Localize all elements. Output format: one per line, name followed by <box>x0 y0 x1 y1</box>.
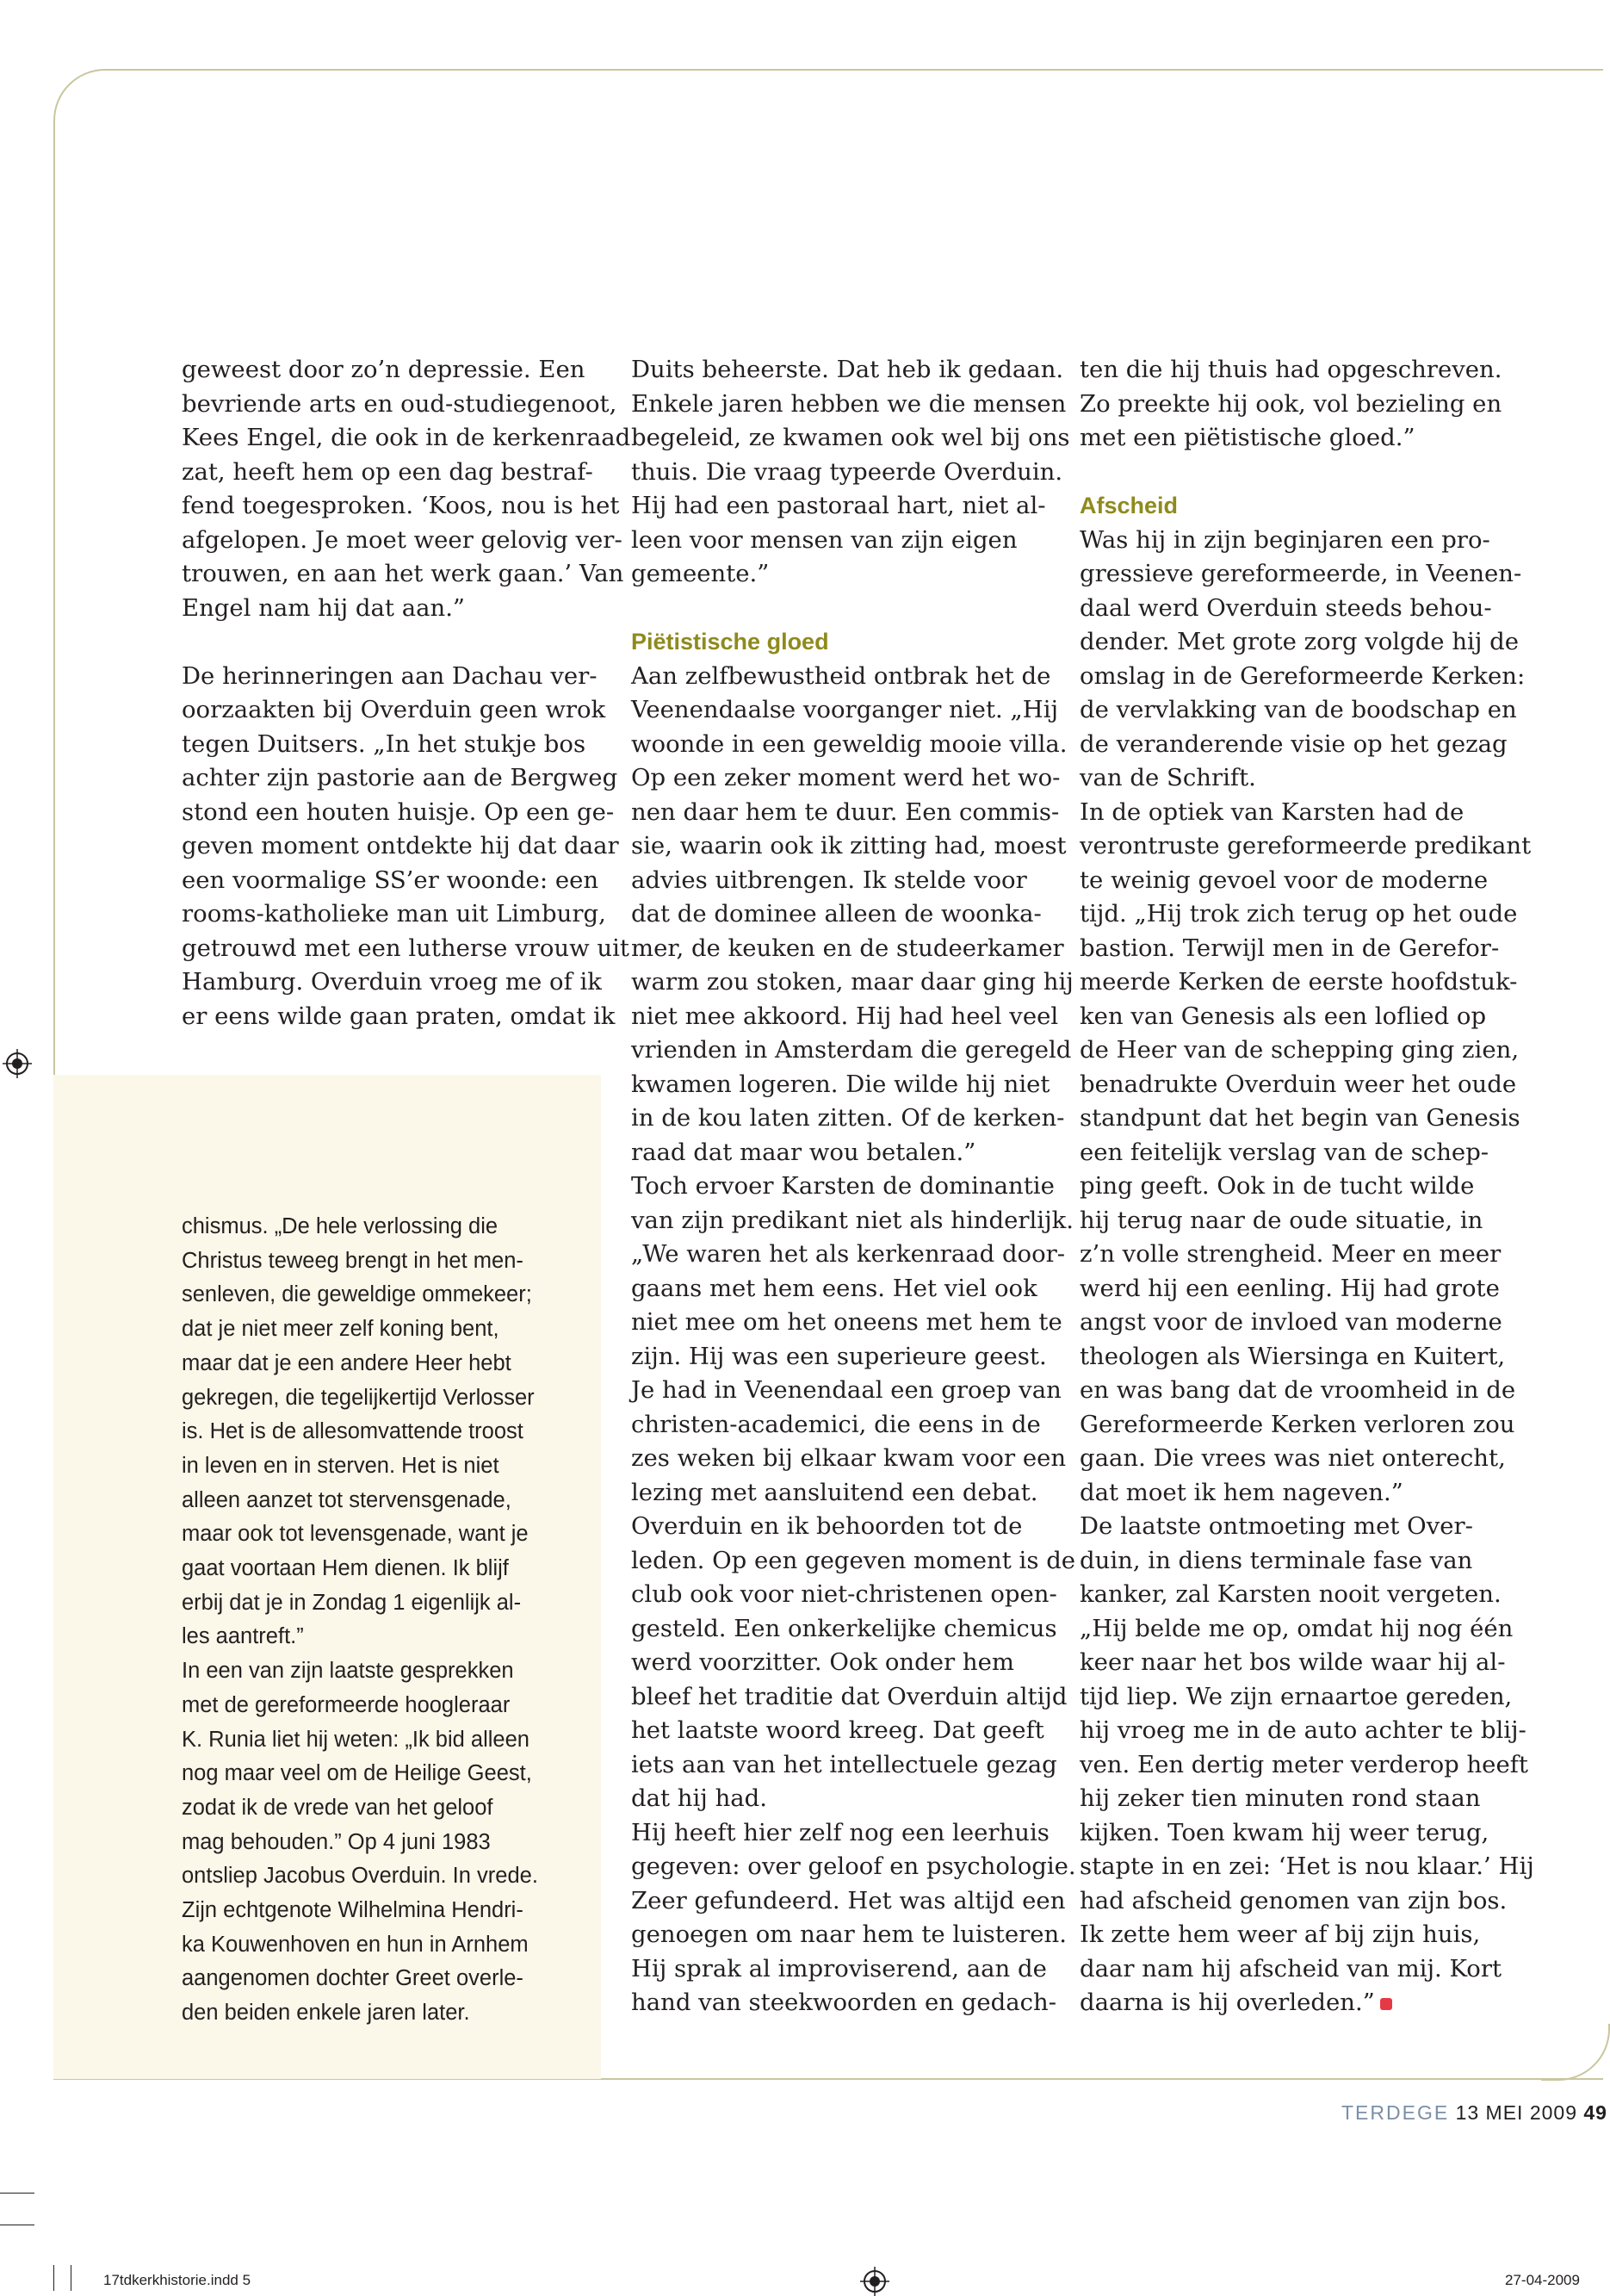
text-line: de veranderende visie op het gezag <box>1080 729 1508 758</box>
crop-mark <box>0 2193 34 2194</box>
text-line: bevriende arts en oud-studiegenoot, <box>182 389 617 418</box>
text-line: theologen als Wiersinga en Kuitert, <box>1080 1342 1506 1370</box>
text-line: leen voor mensen van zijn eigen <box>631 525 1018 554</box>
text-line: benadrukte Overduin weer het oude <box>1080 1070 1517 1098</box>
text-line: zes weken bij elkaar kwam voor een <box>631 1444 1067 1472</box>
text-line: daal werd Overduin steeds behou- <box>1080 593 1492 622</box>
text-line: hand van steekwoorden en gedach- <box>631 1989 1057 2016</box>
sidebar-text <box>182 1210 538 2031</box>
text-line: in de kou laten zitten. Of de kerken- <box>631 1104 1065 1132</box>
article-end-mark-icon <box>1380 1998 1392 2010</box>
text-line: gaat voortaan Hem dienen. Ik blijf <box>182 1556 509 1581</box>
text-line: verontruste gereformeerde predikant <box>1080 832 1532 859</box>
text-line: Zijn echtgenote Wilhelmina Hendri- <box>182 1898 523 1923</box>
text-line: Enkele jaren hebben we die mensen <box>631 389 1067 418</box>
text-line: les aantreft.” <box>182 1624 304 1649</box>
text-line: van de Schrift. <box>1080 764 1256 791</box>
text-line: In de optiek van Karsten had de <box>1080 797 1464 826</box>
text-line: zijn. Hij was een superieure geest. <box>631 1342 1047 1370</box>
text-line: hij terug naar de oude situatie, in <box>1080 1206 1483 1234</box>
text-line: Zeer gefundeerd. Het was altijd een <box>631 1886 1066 1914</box>
text-line: Christus teweeg brengt in het men- <box>182 1248 523 1273</box>
text-line: dender. Met grote zorg volgde hij de <box>1080 628 1519 655</box>
text-line: niet mee akkoord. Hij had heel veel <box>631 1002 1059 1030</box>
text-line: de Heer van de schepping ging zien, <box>1080 1036 1520 1064</box>
text-line: het laatste woord kreeg. Dat geeft <box>631 1716 1044 1744</box>
page-number: 49 <box>1583 2101 1607 2124</box>
text-line: Gereformeerde Kerken verloren zou <box>1080 1410 1515 1438</box>
slug-date: 27-04-2009 <box>1505 2272 1580 2288</box>
text-line: dat de dominee alleen de woonka- <box>631 900 1042 928</box>
article-column-2 <box>631 353 1076 2020</box>
text-line: De herinneringen aan Dachau ver- <box>182 661 598 690</box>
text-line: Hij heeft hier zelf nog een leerhuis <box>631 1818 1050 1846</box>
text-line: trouwen, en aan het werk gaan.’ Van <box>182 560 624 587</box>
text-line: lezing met aansluitend een debat. <box>631 1478 1038 1506</box>
text-line: niet mee om het oneens met hem te <box>631 1308 1062 1336</box>
text-line: hij vroeg me in de auto achter te blij- <box>1080 1716 1526 1744</box>
text-line: tijd liep. We zijn ernaartoe gereden, <box>1080 1682 1513 1710</box>
text-line: ka Kouwenhoven en hun in Arnhem <box>182 1932 529 1957</box>
text-line: met de gereformeerde hoogleraar <box>182 1692 511 1717</box>
text-line: een voormalige SS’er woonde: een <box>182 866 599 894</box>
text-line: K. Runia liet hij weten: „Ik bid alleen <box>182 1727 529 1752</box>
page-footer <box>1341 2101 1607 2125</box>
text-line: In een van zijn laatste gesprekken <box>182 1659 514 1684</box>
text-line: met een piëtistische gloed.” <box>1080 424 1415 451</box>
text-line: geven moment ontdekte hij dat daar <box>182 832 619 859</box>
text-line: dat moet ik hem nageven.” <box>1080 1478 1403 1506</box>
text-line: werd voorzitter. Ook onder hem <box>631 1648 1014 1676</box>
text-line: christen-academici, die eens in de <box>631 1410 1041 1438</box>
text-line: thuis. Die vraag typeerde Overduin. <box>631 457 1063 486</box>
text-line: chismus. „De hele verlossing die <box>182 1214 498 1238</box>
text-line: geweest door zo’n depressie. Een <box>182 356 585 383</box>
text-line: club ook voor niet-christenen open- <box>631 1580 1057 1608</box>
text-line: maar ook tot levensgenade, want je <box>182 1522 529 1547</box>
crop-mark <box>53 2265 54 2291</box>
text-line: zat, heeft hem op een dag bestraf- <box>182 457 593 486</box>
text-line: Aan zelfbewustheid ontbrak het de <box>631 661 1051 690</box>
text-line: Hij had een pastoraal hart, niet al- <box>631 492 1046 519</box>
text-line: Je had in Veenendaal een groep van <box>631 1376 1062 1404</box>
text-line: werd hij een eenling. Hij had grote <box>1080 1274 1500 1302</box>
text-line: Overduin en ik behoorden tot de <box>631 1512 1023 1540</box>
text-line: leden. Op een gegeven moment is de <box>631 1546 1076 1574</box>
text-line: senleven, die geweldige ommekeer; <box>182 1282 532 1307</box>
column3-paragraph2 <box>1080 524 1534 2020</box>
text-line: en was bang dat de vroomheid in de <box>1080 1376 1516 1404</box>
text-line: angst voor de invloed van moderne <box>1080 1308 1502 1336</box>
article-column-1 <box>182 353 630 1033</box>
text-line: iets aan van het intellectuele gezag <box>631 1750 1057 1778</box>
text-line: De laatste ontmoeting met Over- <box>1080 1512 1473 1540</box>
text-line: „We waren het als kerkenraad door- <box>631 1240 1066 1268</box>
text-line: Was hij in zijn beginjaren een pro- <box>1080 525 1490 554</box>
magazine-name: TERDEGE <box>1341 2101 1450 2124</box>
text-line: van zijn predikant niet als hinderlijk. <box>631 1206 1074 1234</box>
text-line: gesteld. Een onkerkelijke chemicus <box>631 1614 1057 1642</box>
text-line: afgelopen. Je moet weer gelovig ver- <box>182 525 622 554</box>
text-line: begeleid, ze kwamen ook wel bij ons <box>631 424 1070 451</box>
text-line: kanker, zal Karsten nooit vergeten. <box>1080 1580 1502 1608</box>
issue-date: 13 MEI 2009 <box>1455 2101 1577 2124</box>
text-line: Op een zeker moment werd het wo- <box>631 764 1061 791</box>
text-line: er eens wilde gaan praten, omdat ik <box>182 1002 616 1030</box>
column3-paragraph1 <box>1080 353 1534 456</box>
column2-paragraph1 <box>631 353 1076 592</box>
text-line: fend toegesproken. ‘Koos, nou is het <box>182 492 620 519</box>
text-line: achter zijn pastorie aan de Bergweg <box>182 764 618 791</box>
text-line: raad dat maar wou betalen.” <box>631 1138 976 1166</box>
text-line: maar dat je een andere Heer hebt <box>182 1350 511 1375</box>
text-line: advies uitbrengen. Ik stelde voor <box>631 866 1027 894</box>
text-line: daar nam hij afscheid van mij. Kort <box>1080 1954 1502 1983</box>
text-line: gekregen, die tegelijkertijd Verlosser <box>182 1385 535 1410</box>
text-line: bastion. Terwijl men in de Gerefor- <box>1080 934 1500 962</box>
text-line: stond een houten huisje. Op een ge- <box>182 797 615 826</box>
text-line: nen daar hem te duur. Een commis- <box>631 797 1060 826</box>
slug-filename: 17tdkerkhistorie.indd 5 <box>103 2272 251 2288</box>
text-line: hij zeker tien minuten rond staan <box>1080 1784 1481 1812</box>
text-line: mag behouden.” Op 4 juni 1983 <box>182 1829 491 1854</box>
text-line: ping geeft. Ook in de tucht wilde <box>1080 1172 1475 1200</box>
article-column-3 <box>1080 353 1534 2020</box>
text-line: z’n volle strengheid. Meer en meer <box>1080 1240 1502 1268</box>
text-line: keer naar het bos wilde waar hij al- <box>1080 1648 1506 1676</box>
text-line: getrouwd met een lutherse vrouw uit <box>182 934 629 962</box>
text-line: vrienden in Amsterdam die geregeld <box>631 1036 1072 1064</box>
text-line: Engel nam hij dat aan.” <box>182 593 465 622</box>
text-line: Duits beheerste. Dat heb ik gedaan. <box>631 356 1064 383</box>
text-line: meerde Kerken de eerste hoofdstuk- <box>1080 968 1518 996</box>
text-line: duin, in diens terminale fase van <box>1080 1546 1473 1574</box>
text-line: standpunt dat het begin van Genesis <box>1080 1104 1520 1132</box>
registration-mark-icon <box>3 1049 32 1078</box>
text-line: sie, waarin ook ik zitting had, moest <box>631 832 1067 859</box>
text-line: kwamen logeren. Die wilde hij niet <box>631 1070 1050 1098</box>
text-line: te weinig gevoel voor de moderne <box>1080 866 1489 894</box>
text-line: erbij dat je in Zondag 1 eigenlijk al- <box>182 1590 522 1615</box>
text-line: is. Het is de allesomvattende troost <box>182 1419 523 1444</box>
text-line: gaans met hem eens. Het viel ook <box>631 1274 1037 1302</box>
text-line: tegen Duitsers. „In het stukje bos <box>182 729 586 758</box>
text-line: genoegen om naar hem te luisteren. <box>631 1921 1067 1948</box>
text-line: dat hij had. <box>631 1784 768 1812</box>
text-line: gaan. Die vrees was niet onterecht, <box>1080 1444 1506 1472</box>
text-line: dat je niet meer zelf koning bent, <box>182 1317 499 1342</box>
text-line: alleen aanzet tot stervensgenade, <box>182 1487 511 1512</box>
text-line: woonde in een geweldig mooie villa. <box>631 729 1068 758</box>
text-line: „Hij belde me op, omdat hij nog één <box>1080 1614 1514 1642</box>
text-line: Kees Engel, die ook in de kerkenraad <box>182 424 631 451</box>
text-line: Toch ervoer Karsten de dominantie <box>631 1172 1055 1200</box>
text-line: ken van Genesis als een loflied op <box>1080 1002 1487 1030</box>
text-line: nog maar veel om de Heilige Geest, <box>182 1761 532 1786</box>
text-line: warm zou stoken, maar daar ging hij <box>631 968 1074 996</box>
text-line: had afscheid genomen van zijn bos. <box>1080 1886 1508 1914</box>
column1-paragraph1 <box>182 353 630 625</box>
column1-paragraph2 <box>182 660 630 1034</box>
section-heading-pietistische-gloed: Piëtistische gloed <box>631 629 829 655</box>
text-line: gegeven: over geloof en psychologie. <box>631 1852 1076 1880</box>
text-line: Ik zette hem weer af bij zijn huis, <box>1080 1921 1481 1948</box>
text-line: in leven en in sterven. Het is niet <box>182 1453 499 1478</box>
text-line: stapte in en zei: ‘Het is nou klaar.’ Hij <box>1080 1852 1534 1880</box>
column2-paragraph2 <box>631 660 1076 2020</box>
text-line: Hij sprak al improviserend, aan de <box>631 1954 1047 1983</box>
text-line: bleef het traditie dat Overduin altijd <box>631 1682 1068 1710</box>
text-line: Zo preekte hij ook, vol bezieling en <box>1080 389 1502 418</box>
text-line: de vervlakking van de boodschap en <box>1080 696 1517 723</box>
text-line: ven. Een dertig meter verderop heeft <box>1080 1750 1528 1778</box>
text-line: tijd. „Hij trok zich terug op het oude <box>1080 900 1518 928</box>
text-line: den beiden enkele jaren later. <box>182 2001 470 2026</box>
text-line: aangenomen dochter Greet overle- <box>182 1966 523 1991</box>
text-line: zodat ik de vrede van het geloof <box>182 1795 493 1820</box>
text-line: Veenendaalse voorganger niet. „Hij <box>631 696 1059 723</box>
text-line: omslag in de Gereformeerde Kerken: <box>1080 661 1526 690</box>
text-line: oorzaakten bij Overduin geen wrok <box>182 696 606 723</box>
text-line: gemeente.” <box>631 560 770 587</box>
text-line: kijken. Toen kwam hij weer terug, <box>1080 1818 1489 1846</box>
text-line: daarna is hij overleden.” <box>1080 1986 1534 2020</box>
text-line: een feitelijk verslag van de schep- <box>1080 1138 1489 1166</box>
text-line: gressieve gereformeerde, in Veenen- <box>1080 560 1522 587</box>
text-line: ontsliep Jacobus Overduin. In vrede. <box>182 1864 538 1889</box>
registration-mark-icon <box>860 2267 889 2296</box>
section-heading-afscheid: Afscheid <box>1080 493 1179 518</box>
text-line: rooms-katholieke man uit Limburg, <box>182 900 606 928</box>
text-line: mer, de keuken en de studeerkamer <box>631 934 1064 962</box>
text-line: ten die hij thuis had opgeschreven. <box>1080 356 1502 383</box>
text-line: Hamburg. Overduin vroeg me of ik <box>182 968 602 996</box>
